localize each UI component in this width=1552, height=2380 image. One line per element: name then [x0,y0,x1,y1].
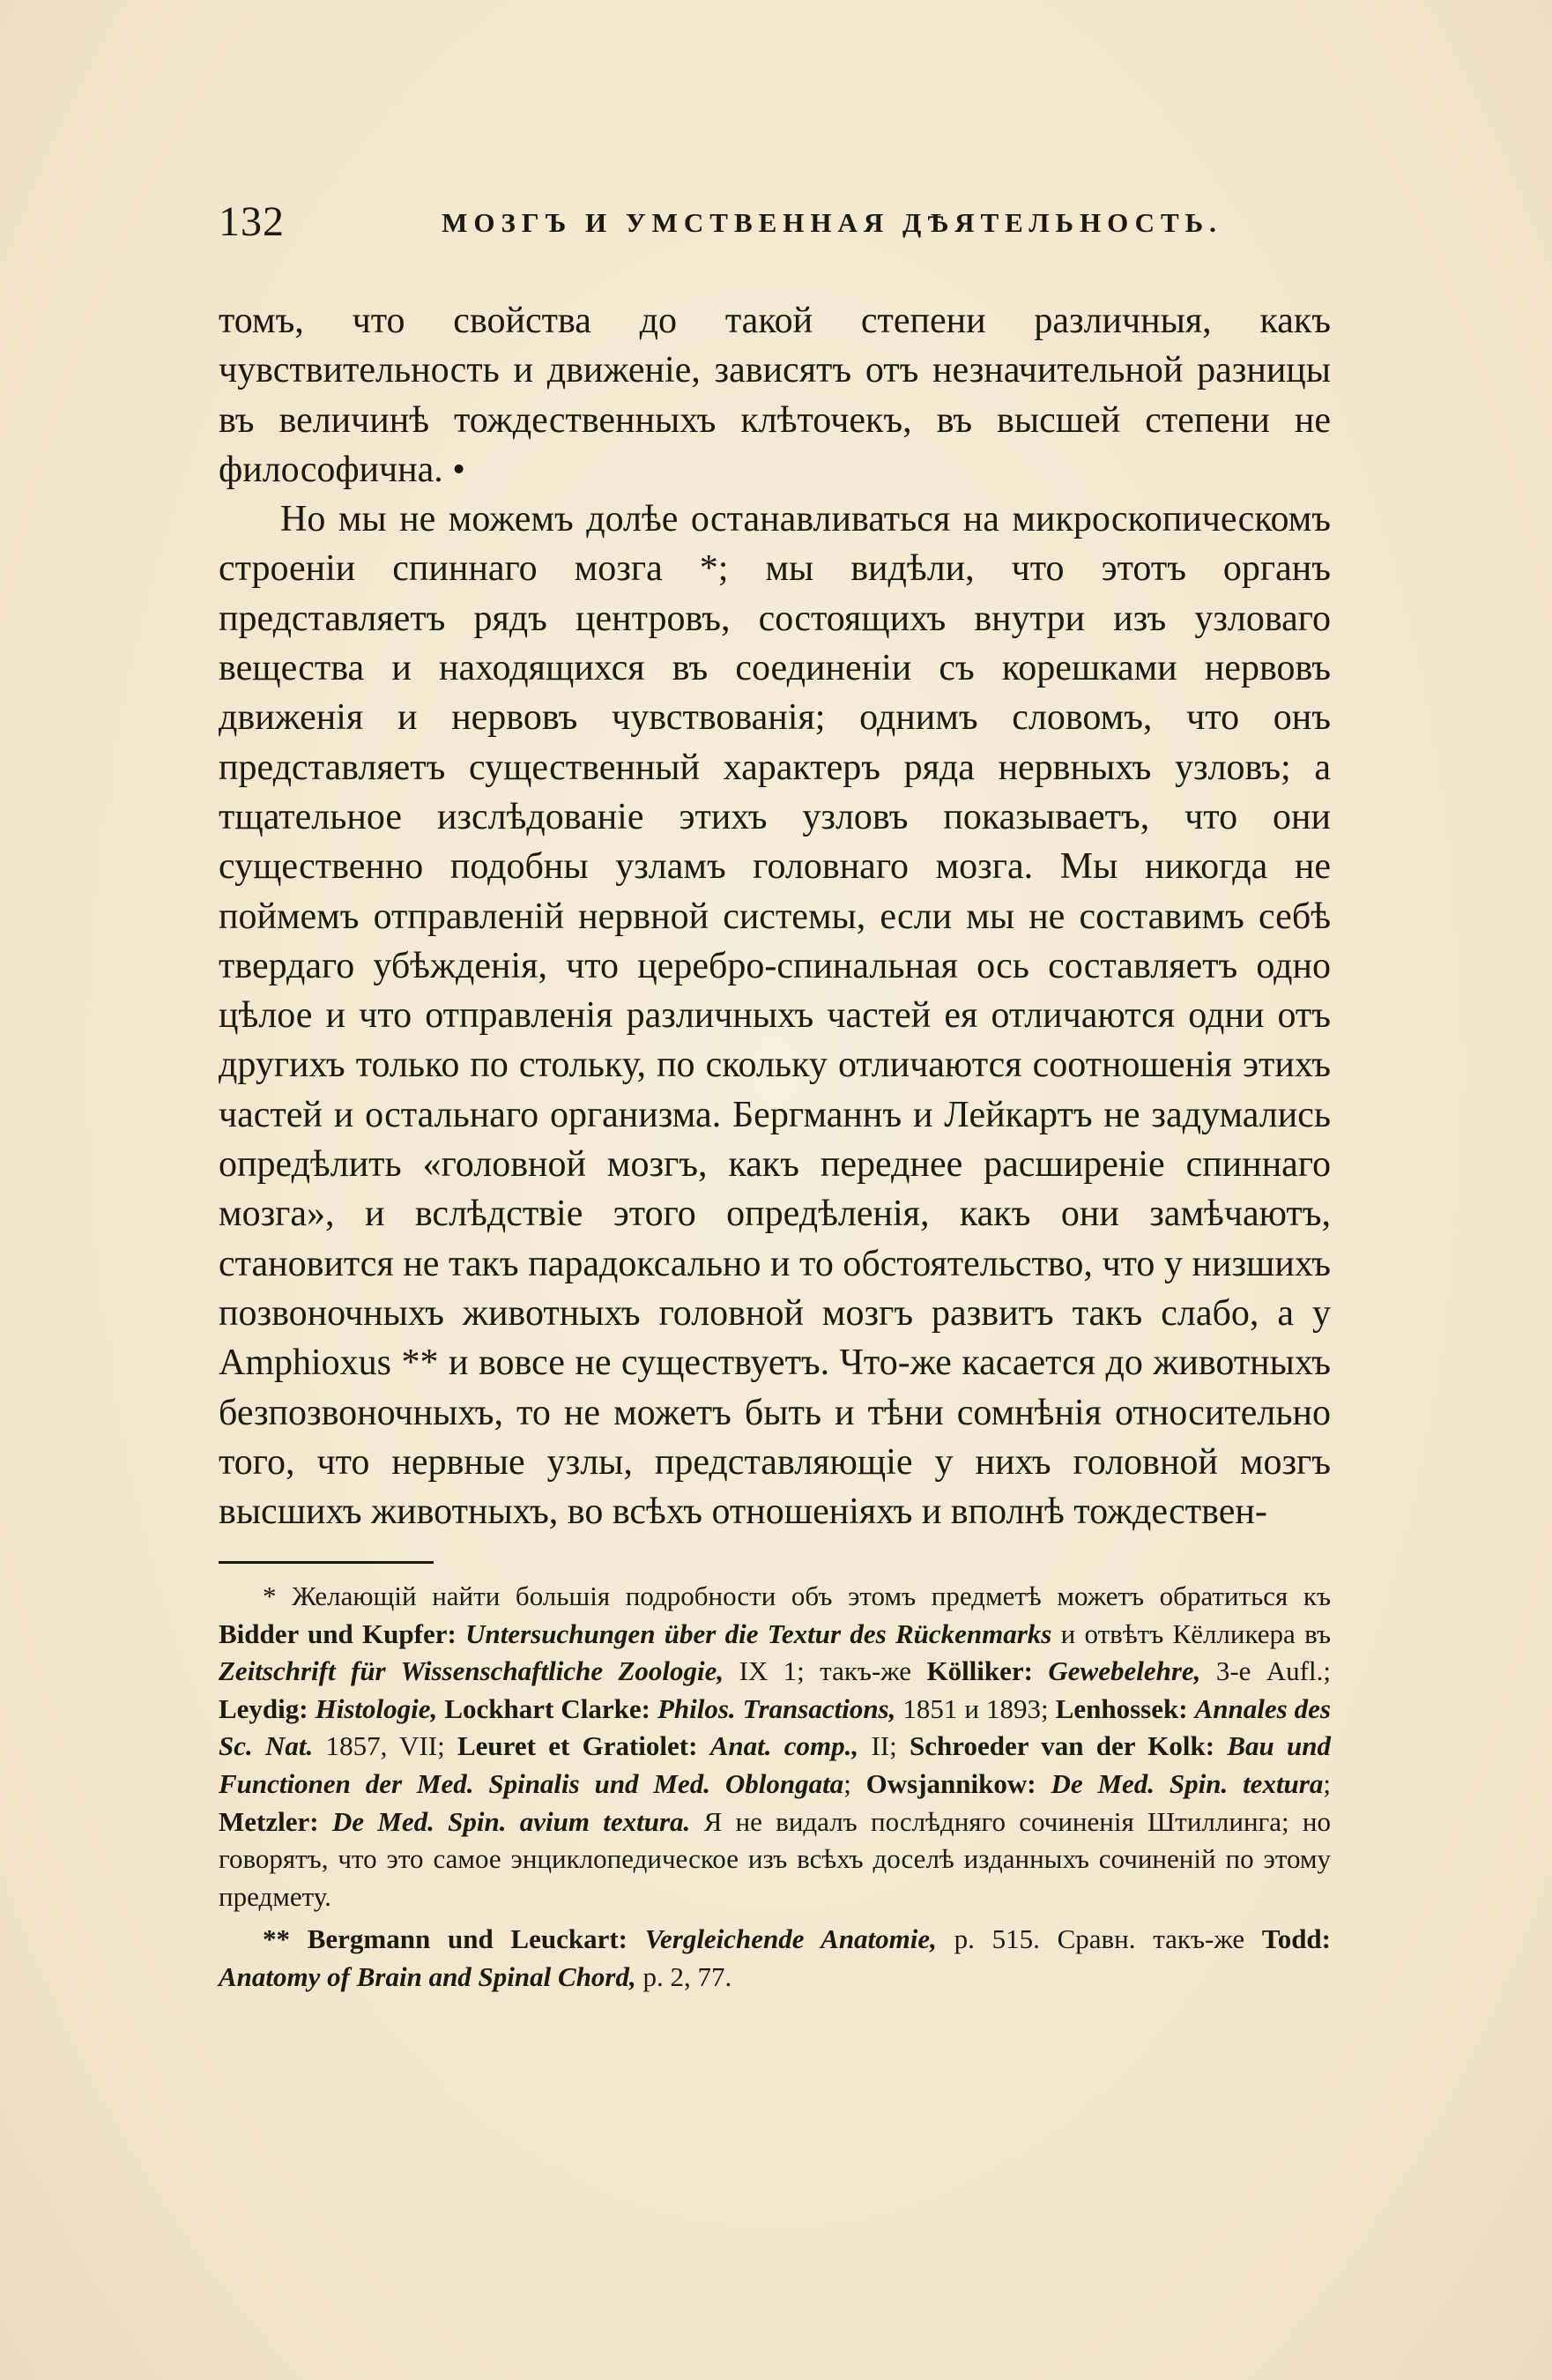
work-title: Anat. comp., [709,1730,859,1762]
author-name: Todd: [1261,1923,1331,1955]
body-text [219,296,1331,1536]
author-name: Metzler: [219,1805,332,1837]
footnotes [219,1578,1331,1997]
page-number: 132 [219,198,285,245]
footnote-2 [219,1921,1331,1996]
author-name: Owsjannikow: [865,1767,1051,1799]
work-title: Anatomy of Brain and Spinal Chord, [219,1960,636,1992]
author-name: Leydig: [219,1692,316,1724]
work-title: Zeitschrift für Wissenschaftliche Zoologie, [219,1655,724,1687]
work-title: Philos. Transactions, [657,1692,896,1724]
footnote-text: ; [1323,1767,1331,1799]
work-title: De Med. Spin. avium textura. [331,1805,691,1837]
footnote-text: Я не видалъ послѣдняго сочиненiя Штиллинга; но говорятъ, что это самое энциклопедическое изъ всѣхъ доселѣ изданныхъ сочиненiй по этому предмету. [219,1805,1331,1912]
work-title: Annales des Sc. Nat. [219,1692,1331,1762]
author-name: Bidder und Kupfer: [219,1618,466,1649]
work-title: Histologie, [315,1692,438,1724]
work-title: Bau und Functionen der Med. Spinalis und Med. Oblongata [219,1730,1331,1799]
work-title: Gewebelehre, [1048,1655,1201,1687]
author-name: Schroeder van der Kolk: [910,1730,1228,1762]
author-name: Kölliker: [926,1655,1049,1687]
work-title: De Med. Spin. textura [1051,1767,1324,1799]
author-name: Bergmann und Leuckart: [307,1923,645,1955]
footnote-text: и отвѣтъ Кёлликера въ [1051,1618,1331,1649]
page-header [219,196,1331,249]
footnote-text: 3-е Aufl.; [1200,1655,1331,1687]
footnote-divider [219,1561,434,1564]
footnote-text: ; [843,1767,866,1799]
footnote-text: IX 1; такъ-же [724,1655,927,1687]
author-name: Lockhart Clarke: [444,1692,657,1724]
footnote-text: * Желающiй найти большiя подробности объ этомъ предметѣ можетъ обратиться къ [263,1580,1331,1611]
author-name: Leuret et Gratiolet: [457,1730,710,1762]
work-title: Untersuchungen über die Textur des Rückenmarks [465,1618,1052,1649]
footnote-text: II; [858,1730,910,1762]
footnote-marker: ** [263,1923,308,1955]
footnote-text: p. 2, 77. [635,1960,732,1992]
running-title: МОЗГЪ И УМСТВЕННАЯ ДѢЯТЕЛЬНОСТЬ. [442,207,1222,238]
author-name: Lenhossek: [1055,1692,1195,1724]
paragraph-1: томъ, что свойства до такой степени различныя, какъ чувствительность и движенiе, зависятъ отъ незначительной разницы въ величинѣ тождественныхъ клѣточекъ, въ высшей степени не философична. • [219,301,1331,490]
work-title: Vergleichende Anatomie, [644,1923,937,1955]
footnote-text: 1857, VII; [313,1730,457,1762]
footnote-text: 1851 и 1893; [895,1692,1056,1724]
paragraph-2: Но мы не можемъ долѣе останавливаться на микроскопическомъ строенiи спиннаго мозга *; мы видѣли, что этотъ органъ представляетъ рядъ центровъ, состоящихъ внутри изъ узловаго вещества и находящихся въ соединенiи съ корешками нервовъ движенiя и нервовъ чувствованiя; однимъ словомъ, что онъ представляетъ существенный характеръ ряда нервныхъ узловъ; а тщательное изслѣдованiе этихъ узловъ показываетъ, что они существенно подобны узламъ головнаго мозга. Мы никогда не поймемъ отправленiй нервной системы, если мы не составимъ себѣ твердаго убѣжденiя, что церебро-спинальная ось составляетъ одно цѣлое и что отправленiя различныхъ частей ея отличаются одни отъ другихъ только по стольку, по скольку отличаются соотношенiя этихъ частей и остальнаго организма. Бергманнъ и Лейкартъ не задумались опредѣлить «головной мозгъ, какъ переднее расширенiе спиннаго мозга», и вслѣдствiе этого опредѣленiя, какъ они замѣчаютъ, становится не такъ парадоксально и то обстоятельство, что у низшихъ позвоночныхъ животныхъ головной мозгъ развитъ такъ слабо, а у Amphioxus ** и вовсе не существуетъ. Что-же касается до животныхъ безпозвоночныхъ, то не можетъ быть и тѣни сомнѣнiя относительно того, что нервные узлы, представляющiе у нихъ головной мозгъ высшихъ животныхъ, во всѣхъ отношенiяхъ и вполнѣ тождествен- [219,499,1331,1533]
footnote-1 [219,1578,1331,1915]
footnote-text: p. 515. Сравн. такъ-же [936,1923,1262,1955]
